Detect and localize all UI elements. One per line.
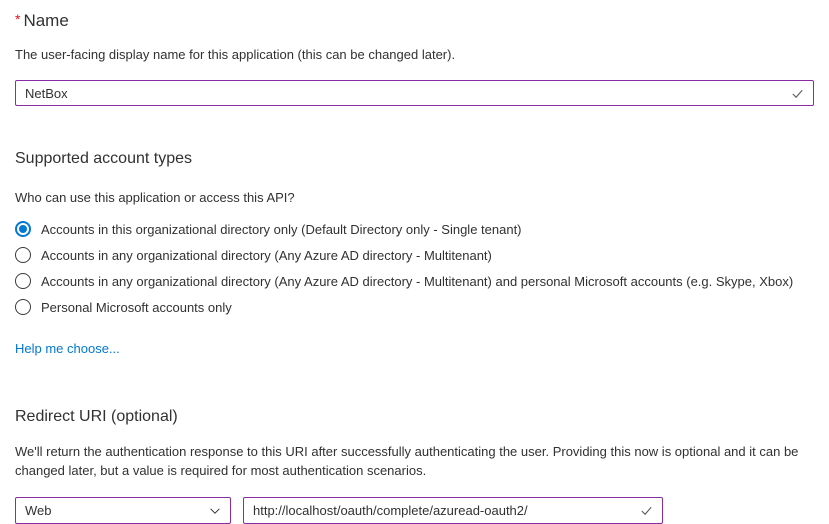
chevron-down-icon bbox=[208, 504, 222, 518]
radio-option-label: Accounts in any organizational directory (Any Azure AD directory - Multitenant) bbox=[41, 247, 492, 263]
platform-select[interactable] bbox=[15, 497, 231, 524]
required-marker: * bbox=[15, 11, 21, 27]
redirect-uri-title: Redirect URI (optional) bbox=[15, 408, 178, 425]
name-input[interactable] bbox=[25, 86, 790, 101]
account-type-options bbox=[15, 216, 814, 320]
account-types-question: Who can use this application or access this API? bbox=[15, 190, 295, 205]
redirect-uri-description: We'll return the authentication response to this URI after successfully authenticating the user. Providing this now is optional and it can be changed later, but a value is required for most authentication scenarios. bbox=[15, 444, 799, 478]
radio-button-icon[interactable] bbox=[15, 247, 31, 263]
name-section-title bbox=[15, 0, 814, 31]
account-types-title: Supported account types bbox=[15, 150, 193, 167]
radio-option-single-tenant[interactable] bbox=[15, 216, 814, 242]
radio-option-label: Personal Microsoft accounts only bbox=[41, 299, 232, 315]
radio-button-icon[interactable] bbox=[15, 299, 31, 315]
redirect-uri-input-container bbox=[243, 497, 663, 524]
checkmark-icon bbox=[790, 86, 805, 101]
name-title-text: Name bbox=[23, 11, 69, 30]
radio-option-multitenant[interactable] bbox=[15, 242, 814, 268]
name-input-container bbox=[15, 80, 814, 106]
name-description: The user-facing display name for this application (this can be changed later). bbox=[15, 47, 456, 62]
radio-option-label: Accounts in this organizational directory only (Default Directory only - Single tenant) bbox=[41, 221, 522, 237]
radio-option-multitenant-personal[interactable] bbox=[15, 268, 814, 294]
platform-select-value: Web bbox=[25, 503, 52, 518]
radio-option-label: Accounts in any organizational directory (Any Azure AD directory - Multitenant) and personal Microsoft accounts (e.g. Skype, Xbox) bbox=[41, 273, 794, 289]
radio-option-personal-only[interactable] bbox=[15, 294, 814, 320]
help-me-choose-link[interactable]: Help me choose... bbox=[15, 341, 120, 356]
radio-button-icon[interactable] bbox=[15, 221, 31, 237]
redirect-uri-row bbox=[15, 497, 814, 524]
radio-button-icon[interactable] bbox=[15, 273, 31, 289]
